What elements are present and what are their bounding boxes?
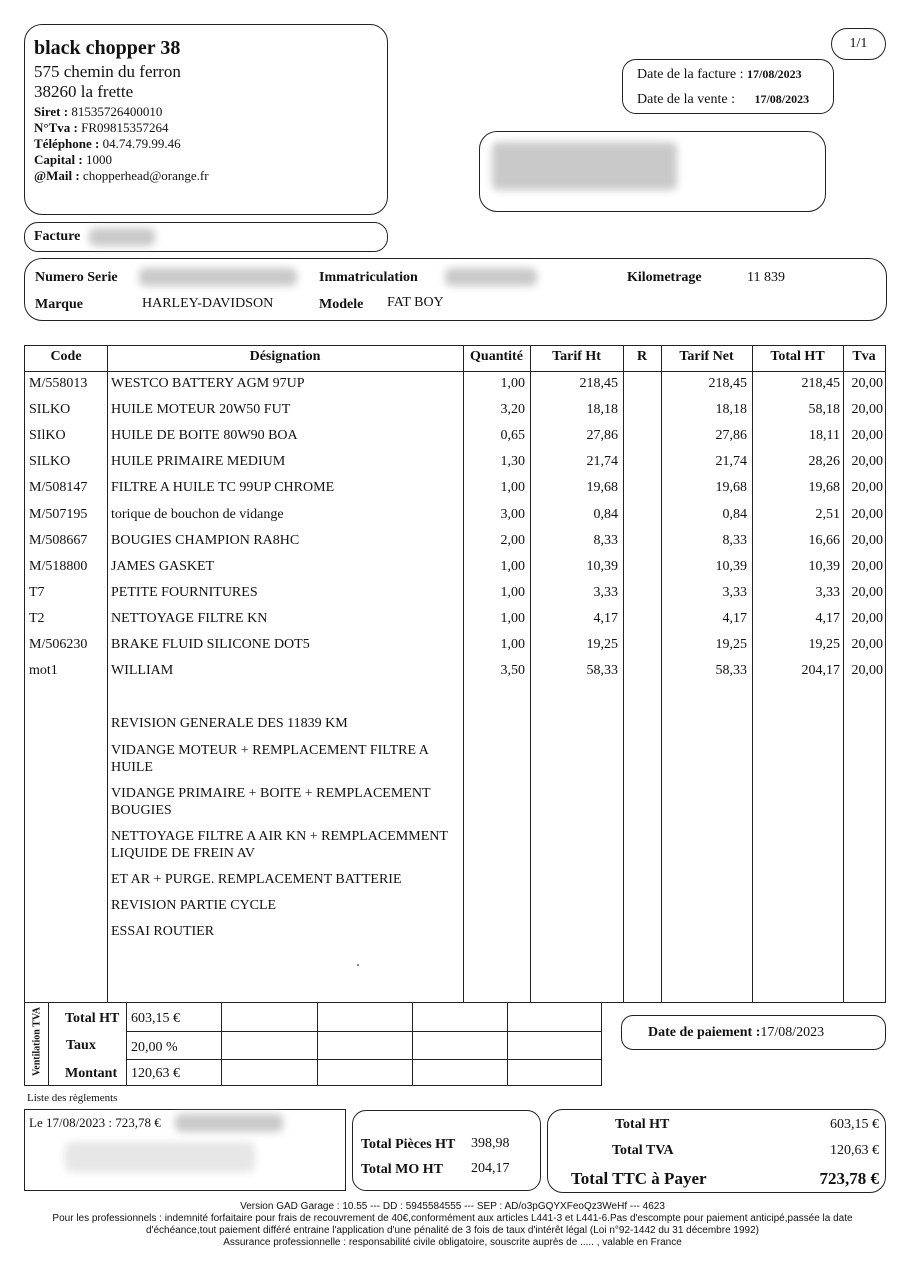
cell-tva: 20,00 [851, 663, 883, 679]
cell-unit-price: 0,84 [593, 506, 618, 522]
cell-tva: 20,00 [851, 376, 883, 391]
plate-redacted [445, 268, 537, 286]
cell-unit-price: 27,86 [586, 428, 618, 444]
table-row [25, 428, 885, 448]
total-ht-label: Total HT [615, 1117, 670, 1132]
cell-tva: 20,00 [851, 454, 883, 470]
cell-quantity: 2,00 [500, 532, 525, 548]
cell-quantity: 1,30 [500, 454, 525, 470]
header-quantity: Quantité [470, 349, 523, 364]
cell-unit-price: 18,18 [586, 402, 618, 418]
cell-unit-price: 19,25 [586, 637, 618, 652]
header-unit-price: Tarif Ht [552, 349, 601, 364]
cell-designation: BRAKE FLUID SILICONE DOT5 [111, 637, 310, 652]
footer-line-4: Assurance professionnelle : responsabilité civile obligatoire, souscrite auprès de ..... , valable en France [223, 1237, 682, 1248]
cell-total-ht: 3,33 [815, 584, 840, 600]
cell-designation: PETITE FOURNITURES [111, 584, 258, 600]
cell-net-price: 4,17 [722, 610, 747, 626]
cell-designation: torique de bouchon de vidange [111, 506, 284, 522]
totals-block [547, 1109, 886, 1193]
table-row [25, 376, 885, 396]
company-mail: @Mail : chopperhead@orange.fr [34, 168, 209, 183]
work-note: VIDANGE MOTEUR + REMPLACEMENT FILTRE A HUILE [111, 743, 429, 775]
work-note: REVISION PARTIE CYCLE [111, 898, 277, 913]
cell-quantity: 1,00 [500, 558, 525, 574]
cell-tva: 20,00 [851, 637, 883, 652]
model-value: FAT BOY [387, 295, 444, 310]
table-row [25, 637, 885, 657]
cell-quantity: 3,00 [500, 506, 525, 522]
cell-net-price: 21,74 [715, 454, 747, 470]
cell-designation: HUILE PRIMAIRE MEDIUM [111, 454, 286, 470]
cell-tva: 20,00 [851, 506, 883, 522]
vat-total-ht-label: Total HT [65, 1011, 120, 1026]
total-ttc-label: Total TTC à Payer [571, 1169, 707, 1188]
invoice-date-row: Date de la facture : 17/08/2023 [637, 67, 802, 82]
work-note: ET AR + PURGE. REMPLACEMENT BATTERIE [111, 872, 402, 887]
table-row [25, 585, 885, 605]
cell-quantity: 3,50 [500, 663, 525, 679]
footer-line-3: d'échéance,tout paiement différé entraine l'application d'une pénalité de 3 fois de taux d'intérêt légal (Loi n°92-1442 du 31 décembre 1992) [146, 1225, 759, 1236]
cell-code: M/508147 [29, 480, 88, 496]
total-tva-value: 120,63 € [830, 1143, 879, 1158]
vat-total-ht-value: 603,15 € [131, 1011, 180, 1026]
header-net-price: Tarif Net [679, 349, 734, 364]
cell-tva: 20,00 [851, 428, 883, 444]
total-ttc-value: 723,78 € [819, 1169, 879, 1188]
header-tva: Tva [852, 349, 876, 364]
brand-label: Marque [35, 297, 83, 312]
cell-unit-price: 8,33 [593, 532, 618, 548]
cell-designation: WILLIAM [111, 663, 174, 679]
cell-total-ht: 4,17 [815, 610, 840, 626]
vat-amount-label: Montant [65, 1066, 118, 1081]
vehicle-info-bar [24, 258, 887, 321]
cell-code: SILKO [29, 402, 71, 418]
vat-rate-label: Taux [66, 1038, 96, 1053]
cell-total-ht: 28,26 [808, 454, 840, 470]
cell-designation: NETTOYAGE FILTRE KN [111, 610, 268, 626]
total-tva-label: Total TVA [612, 1143, 674, 1158]
cell-net-price: 10,39 [715, 558, 747, 574]
payment-date: Date de paiement :17/08/2023 [648, 1025, 825, 1040]
vat-amount-value: 120,63 € [131, 1066, 180, 1081]
dates-block [622, 59, 834, 114]
cell-total-ht: 218,45 [801, 376, 840, 391]
cell-tva: 20,00 [851, 584, 883, 600]
cell-net-price: 18,18 [715, 402, 747, 418]
items-table [24, 345, 886, 1003]
footer-legal [20, 1201, 885, 1249]
work-note: VIDANGE PRIMAIRE + BOITE + REMPLACEMENT BOUGIES [111, 786, 431, 818]
cell-tva: 20,00 [851, 402, 883, 418]
cell-quantity: 0,65 [500, 428, 525, 444]
parts-total-label: Total Pièces HT [361, 1137, 456, 1152]
cell-total-ht: 19,68 [808, 480, 840, 496]
table-row [25, 402, 885, 422]
cell-tva: 20,00 [851, 558, 883, 574]
cell-total-ht: 58,18 [808, 402, 840, 418]
page-number-badge: 1/1 [831, 28, 886, 60]
cell-total-ht: 2,51 [815, 506, 840, 522]
invoice-number-bar [24, 222, 388, 252]
cell-unit-price: 58,33 [586, 663, 618, 679]
payments-list-box [24, 1109, 346, 1191]
cell-designation: HUILE MOTEUR 20W50 FUT [111, 402, 291, 418]
cell-code: T7 [29, 584, 45, 600]
labor-total-value: 204,17 [471, 1161, 510, 1176]
cell-unit-price: 10,39 [586, 558, 618, 574]
company-phone: Téléphone : 04.74.79.99.46 [34, 136, 181, 151]
brand-value: HARLEY-DAVIDSON [142, 296, 274, 311]
table-row [25, 480, 885, 500]
cell-designation: HUILE DE BOITE 80W90 BOA [111, 428, 298, 444]
cell-total-ht: 204,17 [801, 663, 840, 679]
company-block [24, 24, 388, 215]
invoice-number-redacted [89, 228, 155, 246]
company-address-1: 575 chemin du ferron [34, 62, 181, 81]
company-siret: Siret : 81535726400010 [34, 104, 163, 119]
serial-label: Numero Serie [35, 270, 118, 285]
plate-label: Immatriculation [319, 270, 418, 285]
cell-net-price: 58,33 [715, 663, 747, 679]
footer-line-2: Pour les professionnels : indemnité forfaitaire pour frais de recouvrement de 40€,conformément aux articles L441-3 et L441-6.Pas d'escompte pour paiement anticipé,passée la date [52, 1213, 853, 1224]
km-label: Kilometrage [627, 270, 702, 285]
invoice-label: Facture [34, 229, 81, 244]
cell-code: T2 [29, 610, 45, 626]
company-name: black chopper 38 [34, 37, 181, 59]
vat-breakdown-table [24, 1002, 602, 1086]
cell-unit-price: 19,68 [586, 480, 618, 496]
cell-net-price: 19,68 [715, 480, 747, 496]
cell-designation: FILTRE A HUILE TC 99UP CHROME [111, 480, 335, 496]
header-code: Code [50, 349, 82, 364]
cell-total-ht: 18,11 [809, 428, 840, 444]
work-note: ESSAI ROUTIER [111, 924, 215, 939]
cell-quantity: 1,00 [500, 637, 525, 652]
cell-net-price: 218,45 [708, 376, 747, 391]
serial-redacted [139, 268, 297, 286]
cell-designation: JAMES GASKET [111, 558, 215, 574]
cell-code: M/558013 [29, 376, 88, 391]
header-designation: Désignation [249, 349, 321, 364]
work-note: NETTOYAGE FILTRE A AIR KN + REMPLACEMMENT LIQUIDE DE FREIN AV [111, 829, 448, 861]
cell-net-price: 8,33 [722, 532, 747, 548]
cell-total-ht: 10,39 [808, 558, 840, 574]
client-address-block [479, 131, 826, 212]
payment-entry-redacted [175, 1114, 283, 1132]
table-row [25, 663, 885, 683]
parts-total-value: 398,98 [471, 1136, 510, 1151]
payment-date-block [621, 1015, 886, 1050]
parts-labor-block [352, 1110, 541, 1191]
sale-date-row: Date de la vente : 17/08/2023 [637, 92, 810, 107]
vat-rate-value: 20,00 % [131, 1040, 178, 1055]
table-row [25, 507, 885, 527]
cell-code: M/507195 [29, 506, 88, 522]
cell-designation: WESTCO BATTERY AGM 97UP [111, 376, 305, 391]
cell-tva: 20,00 [851, 480, 883, 496]
cell-code: SIlKO [29, 428, 66, 444]
company-tva: N°Tva : FR09815357264 [34, 120, 169, 135]
cell-quantity: 1,00 [500, 610, 525, 626]
total-ht-value: 603,15 € [830, 1117, 879, 1132]
vat-side-label: Ventilation TVA [31, 1007, 43, 1077]
cell-unit-price: 21,74 [586, 454, 618, 470]
cell-designation: BOUGIES CHAMPION RA8HC [111, 532, 300, 548]
table-row [25, 611, 885, 631]
cell-net-price: 19,25 [715, 637, 747, 652]
cell-total-ht: 16,66 [808, 532, 840, 548]
cell-quantity: 1,00 [500, 376, 525, 391]
table-row [25, 559, 885, 579]
company-address-2: 38260 la frette [34, 82, 134, 101]
header-total-ht: Total HT [770, 349, 825, 364]
payment-entry-redacted-2 [65, 1142, 255, 1172]
cell-unit-price: 3,33 [593, 584, 618, 600]
cell-tva: 20,00 [851, 610, 883, 626]
cell-quantity: 1,00 [500, 584, 525, 600]
payment-entry: Le 17/08/2023 : 723,78 € [29, 1115, 161, 1130]
cell-net-price: 3,33 [722, 584, 747, 600]
cell-unit-price: 4,17 [593, 610, 618, 626]
cell-total-ht: 19,25 [808, 637, 840, 652]
cell-code: mot1 [29, 663, 58, 679]
cell-quantity: 3,20 [500, 402, 525, 418]
labor-total-label: Total MO HT [361, 1162, 443, 1177]
table-row [25, 533, 885, 553]
work-note: REVISION GENERALE DES 11839 KM [111, 716, 348, 731]
cell-quantity: 1,00 [500, 480, 525, 496]
km-value: 11 839 [747, 270, 785, 285]
cell-tva: 20,00 [851, 532, 883, 548]
cell-net-price: 27,86 [715, 428, 747, 444]
stray-dot [357, 964, 359, 966]
header-r: R [636, 349, 648, 364]
payments-list-title: Liste des règlements [27, 1092, 118, 1104]
cell-code: M/508667 [29, 532, 88, 548]
cell-net-price: 0,84 [722, 506, 747, 522]
footer-line-1: Version GAD Garage : 10.55 --- DD : 5945584555 --- SEP : AD/o3pGQYXFeoQz3WeHf --- 4623 [240, 1201, 665, 1212]
cell-unit-price: 218,45 [579, 376, 618, 391]
client-redacted [492, 142, 677, 190]
cell-code: M/518800 [29, 558, 88, 574]
model-label: Modele [319, 297, 364, 312]
company-capital: Capital : 1000 [34, 152, 112, 167]
table-row [25, 454, 885, 474]
cell-code: M/506230 [29, 637, 88, 652]
cell-code: SILKO [29, 454, 71, 470]
